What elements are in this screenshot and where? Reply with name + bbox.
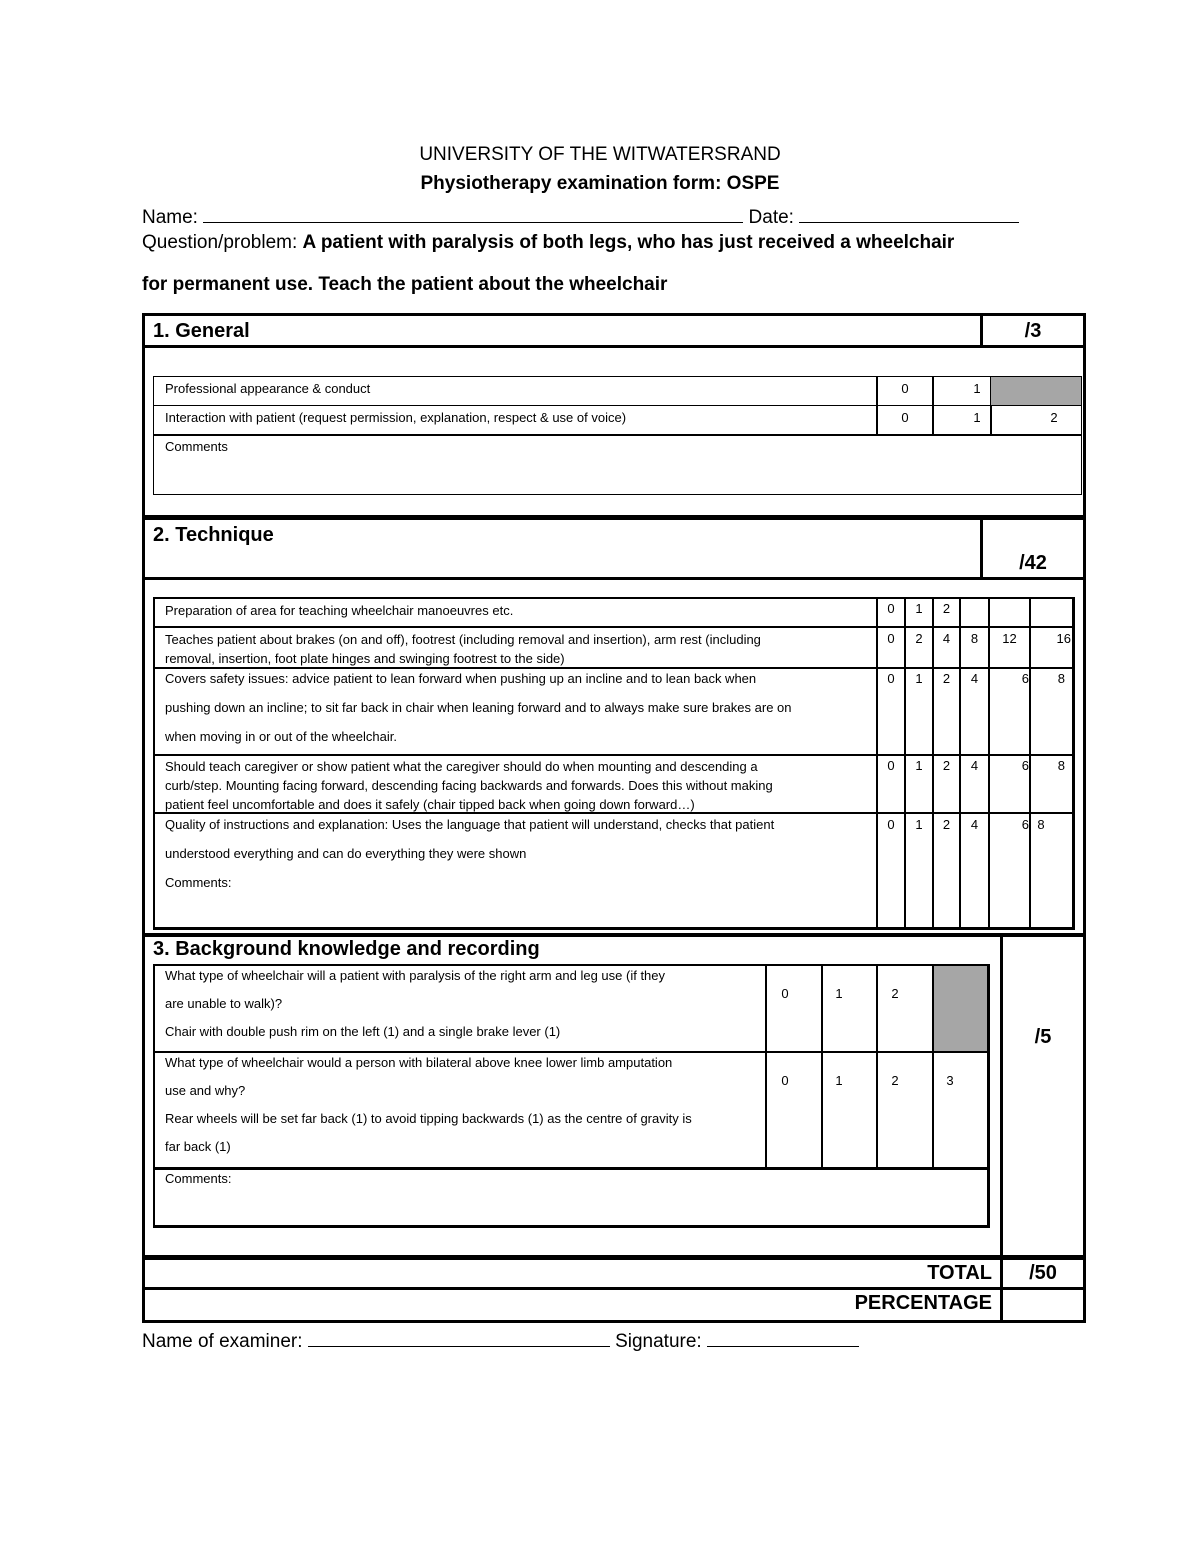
university-title: UNIVERSITY OF THE WITWATERSRAND [419,144,781,165]
percentage-label: PERCENTAGE [854,1292,992,1314]
score-value[interactable]: 6 [1021,671,1029,686]
score-value[interactable]: 2 [942,601,951,616]
question-line: are unable to walk)? [165,996,283,1011]
section-background-title: 3. Background knowledge and recording [153,938,540,960]
score-value[interactable]: 0 [887,601,895,616]
comments-label: Comments [165,439,228,454]
answer-line: Rear wheels will be set far back (1) to avoid tipping backwards (1) as the centre of gravity is [165,1111,692,1126]
score-value[interactable]: 1 [915,601,923,616]
technique-row-brakes [165,630,761,668]
name-date-line [142,203,1019,229]
score-value[interactable]: 8 [970,631,979,646]
shaded-cell [934,966,987,1051]
row-line: when moving in or out of the wheelchair. [165,729,397,744]
score-cell[interactable] [932,376,992,406]
section-technique-title: 2. Technique [153,524,274,546]
row-line: Should teach caregiver or show patient what the caregiver should do when mounting and descending a [165,759,758,774]
score-value[interactable]: 8 [1057,758,1065,773]
score-value: 1 [973,410,981,425]
question-line: What type of wheelchair would a person with bilateral above knee lower limb amputation [165,1055,673,1070]
shaded-cell [990,376,1082,406]
percentage-value[interactable] [1003,1290,1083,1320]
signature-field[interactable] [707,1327,859,1347]
score-value[interactable]: 2 [915,631,923,646]
row-line: pushing down an incline; to sit far back in chair when leaning forward and to always make sure brakes are on [165,700,792,715]
answer-line: Chair with double push rim on the left (1) and a single brake lever (1) [165,1024,561,1039]
score-value[interactable]: 0 [887,671,895,686]
section-general-title: 1. General [153,320,250,342]
score-value[interactable]: 1 [915,817,923,832]
date-field[interactable] [799,203,1019,223]
row-line: Quality of instructions and explanation: Uses the language that patient will understand, checks that patient [165,817,775,832]
question-label: Question/problem: [142,232,298,253]
general-row-appearance [153,376,878,406]
technique-row-preparation: Preparation of area for teaching wheelchair manoeuvres etc. [165,603,514,618]
score-value[interactable]: 1 [835,986,843,1001]
signature-label: Signature: [615,1331,702,1352]
score-value[interactable]: 12 [1002,631,1017,646]
name-field[interactable] [203,203,743,223]
score-value[interactable]: 2 [891,986,899,1001]
examiner-field[interactable] [308,1327,610,1347]
score-cell[interactable] [876,376,934,406]
total-score: /50 [1029,1262,1057,1284]
answer-line: far back (1) [165,1139,231,1154]
score-value[interactable]: 4 [970,671,979,686]
background-question-1 [165,962,665,1046]
examiner-label: Name of examiner: [142,1331,303,1352]
score-value: 2 [1050,410,1058,425]
general-row-interaction [153,405,878,436]
score-value[interactable]: 6 [1021,758,1029,773]
technique-row-instructions [165,810,774,897]
question-line: use and why? [165,1083,246,1098]
examiner-line [142,1327,859,1353]
score-value: 0 [901,381,909,396]
form-title: Physiotherapy examination form: OSPE [420,173,780,194]
score-value[interactable]: 6 [1021,817,1029,832]
question-line-1 [142,232,954,254]
score-value[interactable]: 2 [942,758,951,773]
section-background-score: /5 [1034,1026,1052,1048]
comments-label: Comments: [165,875,232,890]
row-line: Covers safety issues: advice patient to lean forward when pushing up an incline and to lean back when [165,671,757,686]
score-value[interactable]: 0 [781,986,789,1001]
score-value[interactable]: 2 [891,1073,899,1088]
score-value[interactable]: 1 [835,1073,843,1088]
background-question-2 [165,1049,692,1161]
section-general-score: /3 [1024,320,1042,342]
section-technique-score: /42 [1019,552,1047,574]
row-line: Teaches patient about brakes (on and off), footrest (including removal and insertion), arm rest (including [165,632,761,647]
score-value: 0 [901,410,909,425]
score-value[interactable]: 16 [1056,631,1071,646]
date-label: Date: [748,207,794,228]
score-cell[interactable] [932,405,992,436]
technique-row-caregiver [165,757,773,814]
technique-row-safety [165,664,792,751]
score-value[interactable]: 8 [1037,817,1045,832]
general-row-label: Professional appearance & conduct [165,381,371,396]
general-comments[interactable] [153,434,1082,495]
score-value[interactable]: 1 [915,671,923,686]
row-line: patient feel uncomfortable and does it safely (chair tipped back when going down forward…) [165,797,695,812]
score-value[interactable]: 4 [970,758,979,773]
score-value[interactable]: 2 [942,817,951,832]
score-cell[interactable] [876,405,934,436]
comments-label: Comments: [165,1171,232,1186]
score-value[interactable]: 4 [970,817,979,832]
row-line: curb/step. Mounting facing forward, descending facing backwards and forwards. Does this without making [165,778,773,793]
score-value[interactable]: 0 [781,1073,789,1088]
score-value[interactable]: 0 [887,631,895,646]
question-text-1: A patient with paralysis of both legs, who has just received a wheelchair [302,232,955,253]
score-value: 1 [973,381,981,396]
score-value[interactable]: 1 [915,758,923,773]
score-value[interactable]: 2 [942,671,951,686]
score-value[interactable]: 0 [887,817,895,832]
score-cell[interactable] [990,405,1082,436]
score-value[interactable]: 8 [1057,671,1065,686]
question-text-2: for permanent use. Teach the patient about the wheelchair [142,274,668,295]
total-label: TOTAL [927,1262,992,1284]
score-value[interactable]: 4 [942,631,951,646]
row-line: removal, insertion, foot plate hinges and swinging footrest to the side) [165,651,565,666]
name-label: Name: [142,207,198,228]
score-value[interactable]: 3 [946,1073,954,1088]
row-line: understood everything and can do everything they were shown [165,846,527,861]
question-line: What type of wheelchair will a patient with paralysis of the right arm and leg use (if they [165,968,666,983]
score-value[interactable]: 0 [887,758,895,773]
general-row-label: Interaction with patient (request permission, explanation, respect & use of voice) [165,410,627,425]
